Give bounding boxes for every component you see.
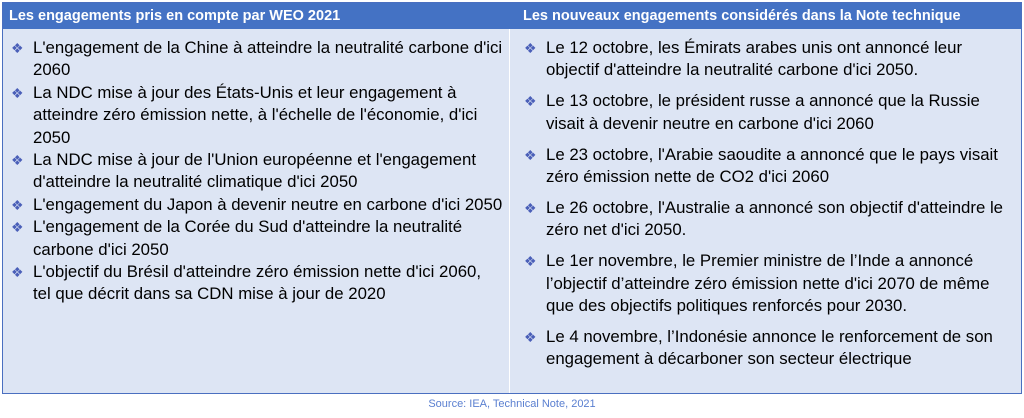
list-item-text: Le 13 octobre, le président russe a annoncé que la Russie visait à devenir neutre en carbone d'ici 2060: [546, 91, 980, 133]
list-item: [11, 261, 503, 306]
new-commitments-column: [509, 29, 1021, 393]
list-item: [524, 37, 1013, 82]
list-item: [11, 194, 503, 216]
list-item-text: Le 26 octobre, l'Australie a annoncé son objectif d'atteindre le zéro net d'ici 2050.: [546, 197, 1004, 240]
diamond-bullet-icon: ❖: [524, 93, 537, 110]
source-caption: Source: IEA, Technical Note, 2021: [428, 398, 596, 410]
diamond-bullet-icon: ❖: [524, 328, 537, 345]
list-item-text: Le 12 octobre, les Émirats arabes unis ont annoncé leur objectif d'atteindre la neutralité carbone d'ici 2050.: [546, 38, 963, 80]
commitments-table: [2, 2, 1022, 394]
table-body: [3, 29, 1021, 393]
list-item: [524, 90, 1013, 135]
list-item-text: L'engagement du Japon à devenir neutre en carbone d'ici 2050: [33, 194, 503, 214]
list-item-text: L'engagement de la Corée du Sud d'atteindre la neutralité carbone d'ici 2050: [33, 217, 463, 259]
diamond-bullet-icon: ❖: [524, 199, 537, 216]
diamond-bullet-icon: ❖: [524, 146, 537, 163]
diamond-bullet-icon: ❖: [524, 253, 537, 270]
list-item: [524, 326, 1013, 371]
left-column-title: Les engagements pris en compte par WEO 2021: [9, 8, 341, 24]
weo-2021-commitments-column: [3, 29, 509, 393]
list-item-text: Le 1er novembre, le Premier ministre de l’Inde a annoncé l’objectif d’atteindre zéro émission nette d'ici 2070 de même que des objectifs politiques renforcés pour 2030.: [546, 251, 990, 316]
list-item-text: L'objectif du Brésil d'atteindre zéro émission nette d'ici 2060, tel que décrit dans sa CDN mise à jour de 2020: [33, 262, 482, 304]
list-item: [11, 216, 503, 261]
list-item: [524, 250, 1013, 317]
list-item: [11, 37, 503, 82]
diamond-bullet-icon: ❖: [11, 264, 24, 281]
list-item-text: L'engagement de la Chine à atteindre la neutralité carbone d'ici 2060: [33, 38, 503, 80]
diamond-bullet-icon: ❖: [11, 152, 24, 169]
list-item-text: Le 4 novembre, l’Indonésie annonce le renforcement de son engagement à décarboner son secteur électrique: [546, 326, 993, 369]
list-item: [524, 144, 1013, 189]
list-item: [11, 82, 503, 149]
list-item-text: Le 23 octobre, l'Arabie saoudite a annoncé que le pays visait zéro émission nette de CO2 d'ici 2060: [546, 144, 998, 187]
list-item-text: La NDC mise à jour de l'Union européenne et l'engagement d'atteindre la neutralité climatique d'ici 2050: [33, 150, 476, 192]
table-header: [3, 3, 1021, 29]
list-item: [524, 197, 1013, 242]
diamond-bullet-icon: ❖: [11, 84, 24, 101]
diamond-bullet-icon: ❖: [11, 219, 24, 236]
diamond-bullet-icon: ❖: [11, 196, 24, 213]
list-item-text: La NDC mise à jour des États-Unis et leur engagement à atteindre zéro émission nette, à l'échelle de l'économie, d'ici 2050: [33, 82, 478, 147]
right-column-title: Les nouveaux engagements considérés dans la Note technique: [523, 8, 961, 24]
diamond-bullet-icon: ❖: [524, 40, 537, 56]
list-item: [11, 149, 503, 194]
diamond-bullet-icon: ❖: [11, 40, 24, 56]
